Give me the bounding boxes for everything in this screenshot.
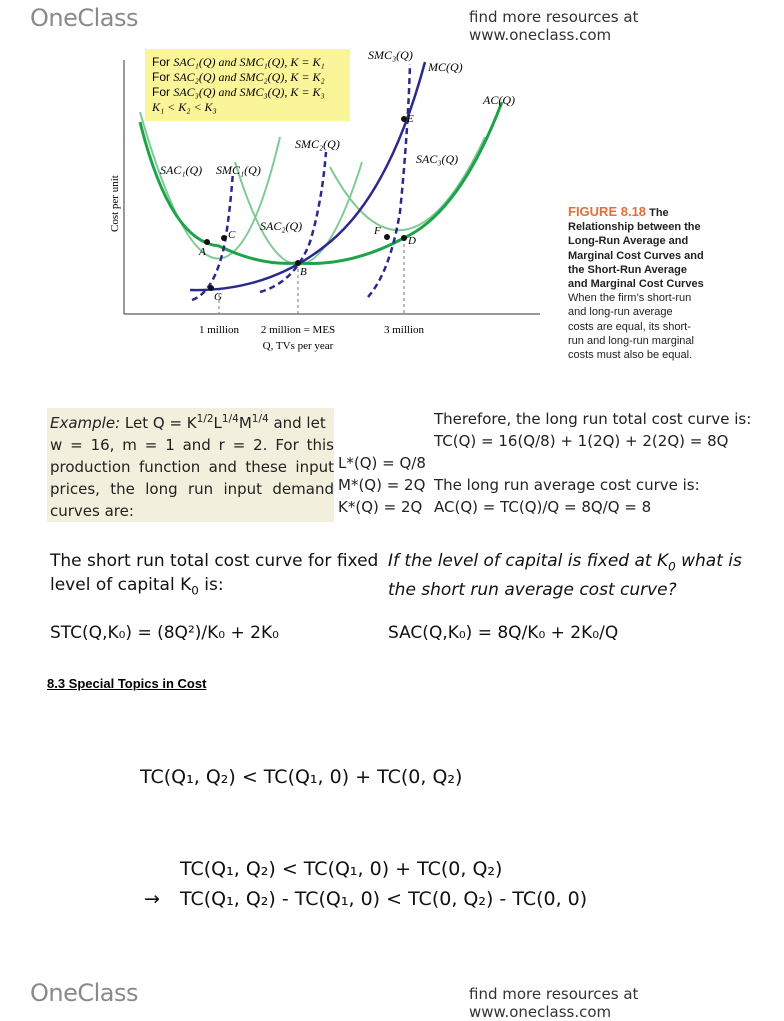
figure-caption: FIGURE 8.18 The Relationship between the Long-Run Average and Marginal Cost Curves and the Short-Run Average and Marginal Cost Curves When the firm’s short-run and long-run average costs are equal, its short- run and long-run marginal costs must also be equal.	[568, 204, 704, 362]
y-axis-label: Cost per unit	[109, 175, 121, 232]
cost-curves-figure	[100, 42, 540, 362]
smc1-curve	[192, 172, 233, 300]
point-a	[204, 239, 210, 245]
label-b: B	[300, 266, 307, 278]
ac-curve	[140, 102, 502, 263]
point-c	[221, 235, 227, 241]
label-smc1: SMC₁(Q)	[216, 163, 261, 177]
footer-resources-link[interactable]: find more resources at www.oneclass.com	[469, 985, 639, 1021]
label-smc2: SMC₂(Q)	[295, 137, 340, 151]
oneclass-logo: OneClass	[30, 4, 139, 32]
legend-line-4: K₁ < K₂ < K₃	[152, 100, 217, 114]
short-run-question-right: If the level of capital is fixed at $K_0$ what is the short run average cost curve?	[388, 551, 742, 601]
label-smc3: SMC₃(Q)	[368, 48, 413, 62]
legend-line-2: For SAC₂(Q) and SMC₂(Q), K = K₂	[152, 70, 325, 84]
label-a: A	[199, 246, 206, 258]
input-demands: L*(Q) = Q/8 M*(Q) = 2Q K*(Q) = 2Q	[338, 454, 426, 516]
inequality-1: TC(Q₁, Q₂) < TC(Q₁, 0) + TC(0, Q₂)	[140, 766, 463, 788]
point-f	[384, 234, 390, 240]
header-resources-link[interactable]: find more resources at www.oneclass.com	[469, 8, 639, 44]
tick-3m: 3 million	[383, 324, 425, 336]
label-e: E	[407, 113, 414, 125]
long-run-cost-text: Therefore, the long run total cost curve is: TC(Q) = 16(Q/8) + 1(2Q) + 2(2Q) = 8Q The long run average cost curve is: AC(Q) = TC(Q)/Q = 8Q/Q = 8	[434, 410, 752, 516]
inequality-3: TC(Q₁, Q₂) - TC(Q₁, 0) < TC(0, Q₂) - TC(0, 0)	[180, 888, 588, 910]
tick-1m: 1 million	[198, 324, 240, 336]
label-mc: MC(Q)	[428, 60, 463, 74]
inequality-2: TC(Q₁, Q₂) < TC(Q₁, 0) + TC(0, Q₂)	[180, 858, 503, 880]
figure-number: FIGURE 8.18	[568, 204, 647, 219]
label-sac3: SAC₃(Q)	[416, 152, 459, 166]
label-sac2: SAC₂(Q)	[260, 219, 303, 233]
legend-line-1: For SAC₁(Q) and SMC₁(Q), K = K₁	[152, 55, 325, 69]
x-axis-label: Q, TVs per year	[262, 340, 334, 352]
short-run-question-left: The short run total cost curve for fixed level of capital $K_0$ is:	[50, 551, 379, 598]
label-ac: AC(Q)	[483, 93, 515, 107]
label-sac1: SAC₁(Q)	[160, 163, 203, 177]
sac2-curve	[235, 162, 362, 265]
label-c: C	[228, 229, 236, 241]
point-d	[401, 235, 407, 241]
stc-formula: STC(Q,K₀) = (8Q²)/K₀ + 2K₀	[50, 623, 279, 643]
arrow-icon: →	[144, 888, 160, 910]
label-d: D	[408, 235, 416, 247]
sac-formula: SAC(Q,K₀) = 8Q/K₀ + 2K₀/Q	[388, 623, 619, 643]
tick-2m: 2 million = MES	[260, 324, 336, 336]
footer-oneclass-logo: OneClass	[30, 979, 139, 1007]
label-g: G	[214, 291, 222, 303]
legend-line-3: For SAC₃(Q) and SMC₃(Q), K = K₃	[152, 85, 325, 99]
section-heading: 8.3 Special Topics in Cost	[47, 676, 207, 691]
example-text: Example: Let $Q = K^{1/2}L^{1/4}M^{1/4}$ and let w = 16, m = 1 and r = 2. For this production function and these input prices, the long run input demand curves are:	[47, 408, 334, 522]
label-f: F	[374, 225, 381, 237]
